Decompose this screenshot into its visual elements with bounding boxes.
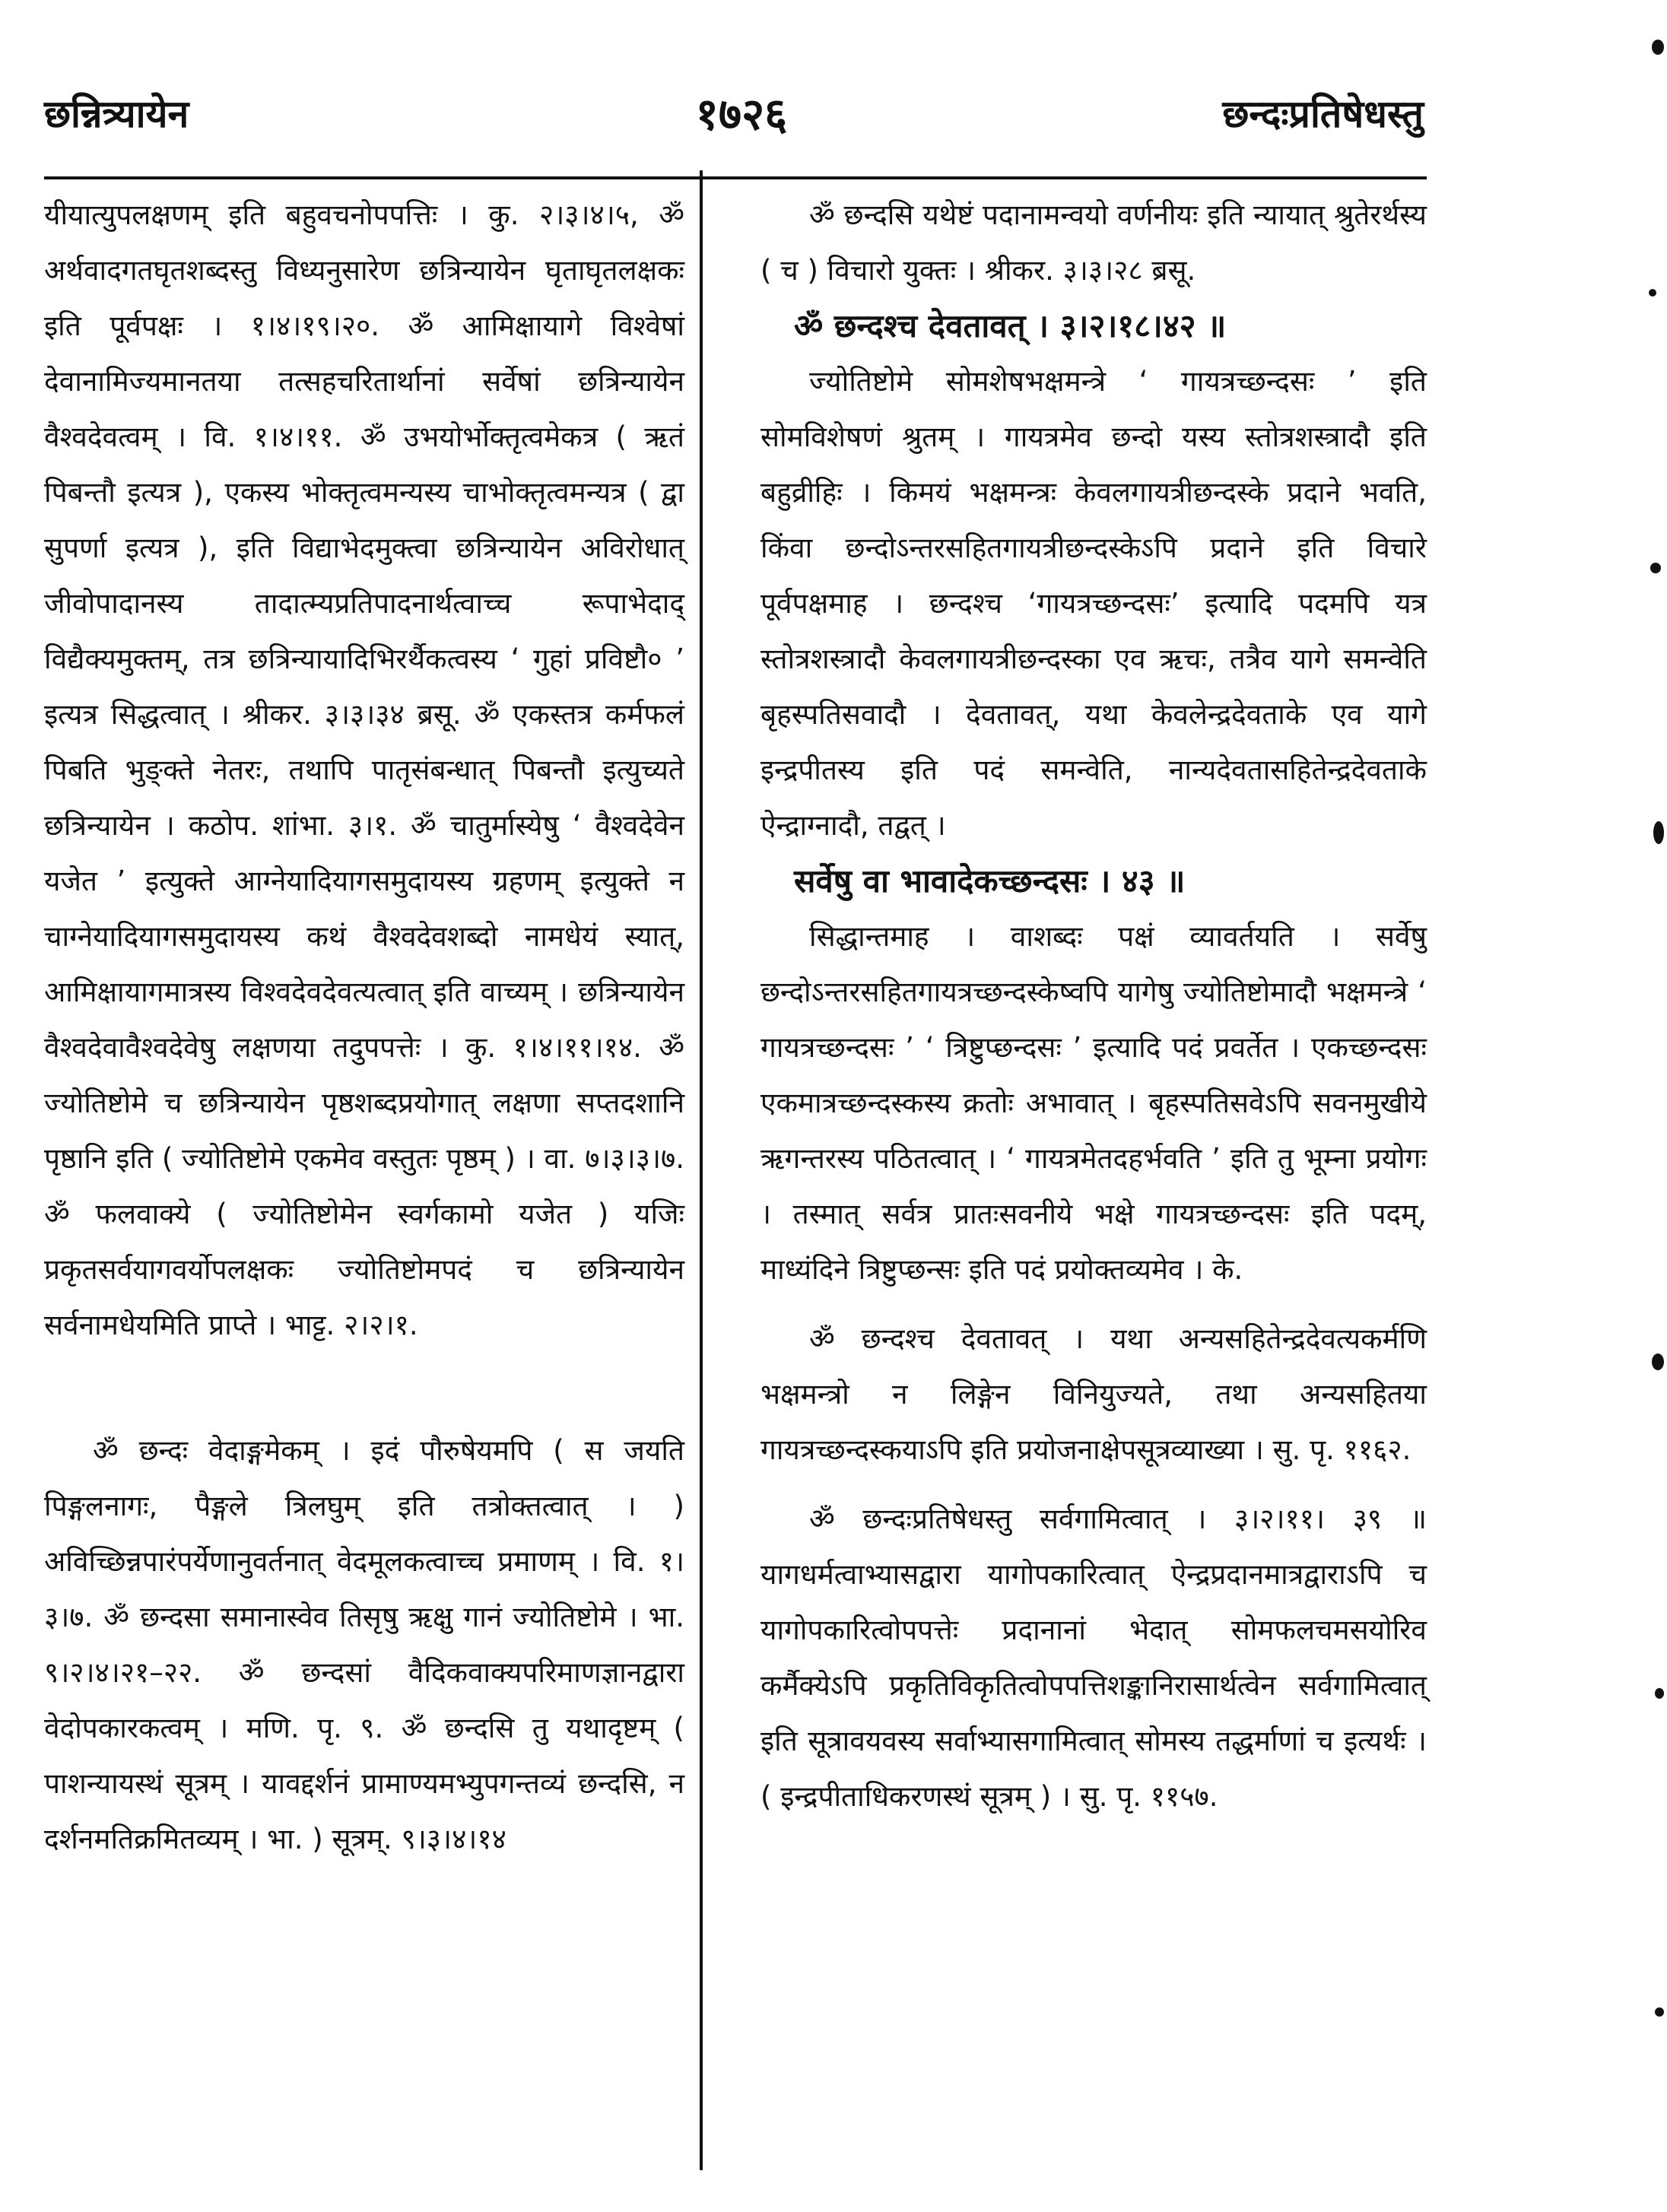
left-paragraph-1: यीयात्युपलक्षणम् इति बहुवचनोपपत्तिः । कु. २।३।४।५, ॐ अर्थवादगतघृतशब्दस्तु विध्यनुसारेण छत्रिन्यायेन घृताघृतलक्षकः इति पूर्वपक्षः । १।४।१९।२०. ॐ आमिक्षायागे विश्वेषां देवानामिज्यमानतया तत्सहचरितार्थानां सर्वेषां छत्रिन्यायेन वैश्वदेवत्वम् । वि. १।४।११. ॐ उभयोर्भोक्तृत्वमेकत्र ( ऋतं पिबन्तौ इत्यत्र ), एकस्य भोक्तृत्वमन्यस्य चाभोक्तृत्वमन्यत्र ( द्वा सुपर्णा इत्यत्र ), इति विद्याभेदमुक्त्वा छत्रिन्यायेन अविरोधात् जीवोपादानस्य तादात्म्यप्रतिपादनार्थत्वाच्च रूपाभेदाद् विद्यैक्यमुक्तम्, तत्र छत्रिन्यायादिभिरर्थैकत्वस्य ‘ गुहां प्रविष्टौ० ’ इत्यत्र सिद्धत्वात् । श्रीकर. ३।३।३४ ब्रसू. ॐ एकस्तत्र कर्मफलं पिबति भुङ्क्ते नेतरः, तथापि पातृसंबन्धात् पिबन्तौ इत्युच्यते छत्रिन्यायेन । कठोप. शांभा. ३।१. ॐ चातुर्मास्येषु ‘ वैश्वदेवेन यजेत ’ इत्युक्ते आग्नेयादियागसमुदायस्य ग्रहणम् इत्युक्ते न चाग्नेयादियागसमुदायस्य कथं वैश्वदेवशब्दो नामधेयं स्यात्, आमिक्षायागमात्रस्य विश्वदेवदेवत्यत्वात् इति वाच्यम् । छत्रिन्यायेन वैश्वदेवावैश्वदेवेषु लक्षणया तदुपपत्तेः । कु. १।४।११।१४. ॐ ज्योतिष्टोमे च छत्रिन्यायेन पृष्ठशब्दप्रयोगात् लक्षणा सप्तदशानि पृष्ठानि इति ( ज्योतिष्टोमे एकमेव वस्तुतः पृष्ठम् ) । वा. ७।३।३।७. ॐ फलवाक्ये ( ज्योतिष्टोमेन स्वर्गकामो यजेत ) यजिः प्रकृतसर्वयागवर्योपलक्षकः ज्योतिष्टोमपदं च छत्रिन्यायेन सर्वनामधेयमिति प्राप्ते । भाट्ट. २।२।१. [44,198,685,1341]
left-column [44,187,684,1867]
right-paragraph-1: ॐ छन्दसि यथेष्टं पदानामन्वयो वर्णनीयः इति न्यायात् श्रुतेरर्थस्य ( च ) विचारो युक्तः । श्रीकर. ३।३।२८ ब्रसू. [760,198,1427,287]
margin-mark [1653,821,1664,844]
sutra-heading-2: सर्वेषु वा भावादेकच्छन्दसः । ४३ ॥ [794,862,1186,900]
margin-mark [1655,2007,1664,2017]
margin-mark [1649,289,1656,297]
margin-mark [1652,1354,1664,1370]
header-rule [44,176,1427,179]
running-head-left: छन्नित्र्यायेन [44,92,189,136]
margin-mark [1655,1688,1664,1699]
margin-mark [1652,40,1664,55]
page-number: १७२६ [695,88,788,140]
right-paragraph-5: ॐ छन्दःप्रतिषेधस्तु सर्वगामित्वात् । ३।२।११। ३९ ॥ यागधर्मत्वाभ्यासद्वारा यागोपकारित्वात् ऐन्द्रप्रदानमात्रद्वाराऽपि च यागोपकारित्वोपपत्तेः प्रदानानां भेदात् सोमफलचमसयोरिव कर्मैक्येऽपि प्रकृतिविकृतित्वोपपत्तिशङ्कानिरासार्थत्वेन सर्वगामित्वात् इति सूत्रावयवस्य सर्वाभ्यासगामित्वात् सोमस्य तद्धर्माणां च इत्यर्थः । ( इन्द्रपीताधिकरणस्थं सूत्रम् ) । सु. पृ. ११५७. [760,1503,1427,1813]
right-paragraph-2: ज्योतिष्टोमे सोमशेषभक्षमन्त्रे ‘ गायत्रच्छन्दसः ’ इति सोमविशेषणं श्रुतम् । गायत्रमेव छन्दो यस्य स्तोत्रशस्त्रादौ इति बहुव्रीहिः । किमयं भक्षमन्त्रः केवलगायत्रीछन्दस्के प्रदाने भवति, किंवा छन्दोऽन्तरसहितगायत्रीछन्दस्केऽपि प्रदाने इति विचारे पूर्वपक्षमाह । छन्दश्च ‘गायत्रच्छन्दसः’ इत्यादि पदमपि यत्र स्तोत्रशस्त्रादौ केवलगायत्रीछन्दस्का एव ऋचः, तत्रैव यागे समन्वेति बृहस्पतिसवादौ । देवतावत्, यथा केवलेन्द्रदेवताके एव यागे इन्द्रपीतस्य इति पदं समन्वेति, नान्यदेवतासहितेन्द्रदेवताके ऐन्द्राग्नादौ, तद्वत् । [760,365,1427,842]
running-head-right: छन्दःप्रतिषेधस्तु [1222,92,1424,136]
sutra-heading-1: ॐ छन्दश्च देवतावत् । ३।२।१८।४२ ॥ [794,307,1227,344]
left-paragraph-2: ॐ छन्दः वेदाङ्गमेकम् । इदं पौरुषेयमपि ( स जयति पिङ्गलनागः, पैङ्गले त्रिलघुम् इति तत्रोक्तत्वात् । ) अविच्छिन्नपारंपर्येणानुवर्तनात् वेदमूलकत्वाच्च प्रमाणम् । वि. १।३।७. ॐ छन्दसा समानास्वेव तिसृषु ऋक्षु गानं ज्योतिष्टोमे । भा. ९।२।४।२१–२२. ॐ छन्दसां वैदिकवाक्यपरिमाणज्ञानद्वारा वेदोपकारकत्वम् । मणि. पृ. ९. ॐ छन्दसि तु यथादृष्टम् ( पाशन्यायस्थं सूत्रम् । यावद्दर्शनं प्रामाण्यमभ्युपगन्तव्यं छन्दसि, न दर्शनमतिक्रमितव्यम् । भा. ) सूत्रम्. ९।३।४।१४ [44,1434,684,1855]
column-divider [700,170,703,2170]
right-paragraph-4: ॐ छन्दश्च देवतावत् । यथा अन्यसहितेन्द्रदेवत्यकर्मणि भक्षमन्त्रो न लिङ्गेन विनियुज्यते, तथा अन्यसहितया गायत्रच्छन्दस्कयाऽपि इति प्रयोजनाक्षेपसूत्रव्याख्या । सु. पृ. ११६२. [760,1322,1427,1466]
margin-mark [1650,563,1661,573]
right-column [760,187,1427,1824]
right-paragraph-3: सिद्धान्तमाह । वाशब्दः पक्षं व्यावर्तयति । सर्वेषु छन्दोऽन्तरसहितगायत्रच्छन्दस्केष्वपि यागेषु ज्योतिष्टोमादौ भक्षमन्त्रे ‘ गायत्रच्छन्दसः ’ ‘ त्रिष्टुप्छन्दसः ’ इत्यादि पदं प्रवर्तेत । एकच्छन्दसः एकमात्रच्छन्दस्कस्य क्रतोः अभावात् । बृहस्पतिसवेऽपि सवनमुखीये ऋगन्तरस्य पठितत्वात् । ‘ गायत्रमेतदहर्भवति ’ इति तु भूम्ना प्रयोगः । तस्मात् सर्वत्र प्रातःसवनीये भक्षे गायत्रच्छन्दसः इति पदम्, माध्यंदिने त्रिष्टुप्छन्सः इति पदं प्रयोक्तव्यमेव । के. [760,920,1427,1286]
